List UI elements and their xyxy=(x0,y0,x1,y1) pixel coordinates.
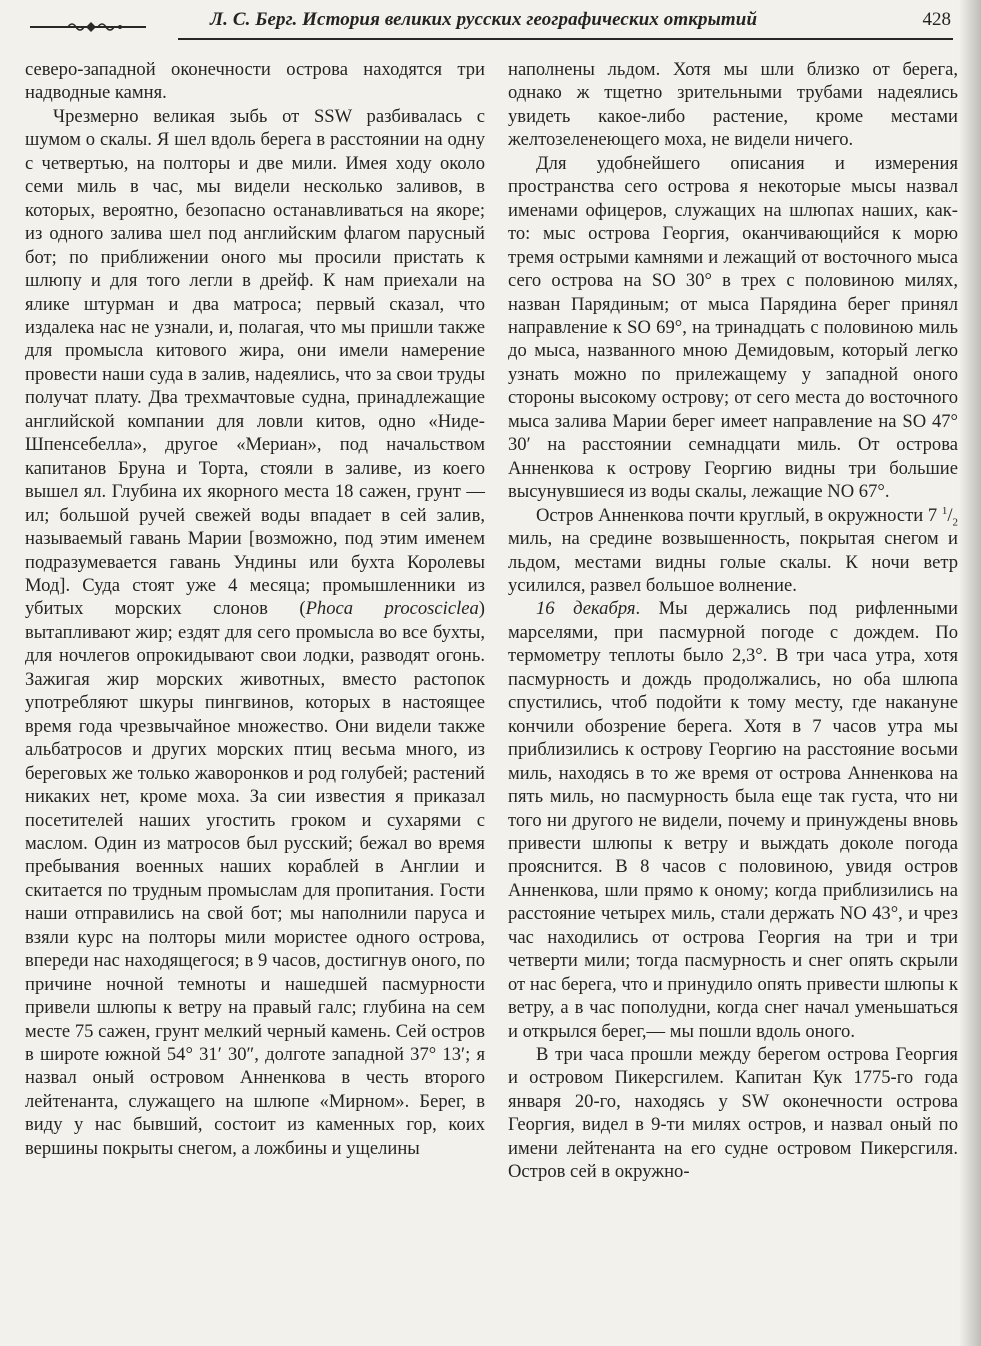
paragraph-text: ) вытапливают жир; ездят для сего промысла во все бухты, для ночлегов опрокидывают свои лодки, разводят огонь. Зажигая жир морских животных, вместо растопок употребляют шкуры пингвинов, которых в настоящее время года чрезвычайное множество. Они видели также альбатросов и других морских птиц весьма много, из береговых же только жаворонков и род голубей; растений никаких нет, кроме моха. За сии известия я приказал посетителей наших угостить гроком и сухарями с маслом. Один из матросов был русский; бежал во время пребывания военных наших кораблей в Англии и скитается по трудным промыслам для пропитания. Гости наши отправились на свой бот; мы наполнили паруса и взяли курс на полторы мили мористее одного острова, впереди нас находящегося; в 9 часов, достигнув оного, по причине ночной темноты и нашедшей пасмурности привели шлюпы к ветру на правый галс; глубина на сем месте 75 сажен, грунт мелкий черный камень. Сей остров в широте южной 54° 31′ 30″, долготе западной 37° 13′; я назвал оный островом Анненкова в честь второго лейтенанта, служащего на шлюпе «Мирном». Берег, в виду у нас бывший, состоит из каменных гор, коих вершины покрыты снегом, а ложбины и ущелины xyxy=(25,598,485,1159)
header-ornament-icon xyxy=(28,20,178,34)
right-column xyxy=(508,58,958,1184)
paragraph: наполнены льдом. Хотя мы шли близко от берега, однако ж тщетно зрительными трубами надеялись увидеть какое-либо растение, кроме местами желтозеленеющего моха, не видели ничего. xyxy=(508,59,958,151)
paragraph-text: . Мы держались под рифленными марселями, при пасмурной погоде с дождем. По термометру теплоты было 2,3°. В три часа утра, хотя пасмурность и дождь продолжались, но оба шлюпа спустились, чтоб подойти к тому месту, где накануне кончили обозрение берега. Хотя в 7 часов утра мы приблизились к острову Георгию на расстояние восьми миль, находясь в то же время от острова Анненкова на пять миль, но пасмурность была еще так густа, что ни того ни другого не видели, почему и принуждены вновь привести шлюпы к ветру и выждать доколе погода прояснится. В 8 часов с половиною, увидя остров Анненкова, шли прямо к оному; когда приблизились на расстояние четырех миль, стали держать NO 43°, и чрез час находились от острова Георгия на три и три четверти мили; тогда пасмурность и снег опять скрыли от нас берега, что и принудило опять привести шлюпы к ветру, а в час пополудни, когда снег начал уменьшаться и открылся берег,— мы пошли вдоль оного. xyxy=(508,598,958,1042)
paragraph: Для удобнейшего описания и измерения пространства сего острова я некоторые мысы назвал именами офицеров, служащих на шлюпах наших, как-то: мыс острова Георгия, оканчивающийся к морю тремя острыми камнями и лежащий от восточного мыса сего острова на SO 30° в трех с половиною милях, назван Парядиным; от мыса Парядина берег принял направление к SO 69°, на тринадцать с половиною миль до мыса, названного мною Демидовым, который легко узнать можно по прилежащему у западной оного стороны высокому острову; от сего места до восточного мыса залива Марии берег имеет направление на SO 47° 30′ на расстоянии семнадцати миль. От острова Анненкова к острову Георгию видны три большие высунувшиеся из воды скалы, лежащие NO 67°. xyxy=(508,152,958,503)
paragraph-text: Чрезмерно великая зыбь от SSW разбивалась с шумом о скалы. Я шел вдоль берега в расстоянии на одну с четвертью, на полторы и две мили. Имея ходу около семи миль в час, мы видели несколько заливов, в которых, вероятно, безопасно останавливаться на якоре; из одного залива шел под английским флагом парусный бот; по приближении оного мы просили пристать к шлюпу и для того легли в дрейф. К нам приехали на ялике штурман и два матроса; первый сказал, что издалека нас не узнали, и, полагая, что мы пришли также для промысла китового жира, они имели намерение провести наши суда в залив, надеялись, что за свои труды получат плату. Два трехмачтовые судна, принадлежащие английской компании для ловли китов, одно «Ниде-Шпенсебелла», другое «Мериан», под начальством капитанов Бруна и Торта, стояли в заливе, из коего вышел ял. Глубина их якорного места 18 сажен, грунт — ил; большой ручей свежей воды впадает в сей залив, называемый гавань Марии [возможно, под этим именем подразумевается гавань Ундины или бухта Королевы Мод]. Суда стоят уже 4 месяца; промышленники из убитых морских слонов ( xyxy=(25,105,485,620)
paragraph xyxy=(25,105,485,1160)
paragraph: северо-западной оконечности острова находятся три надводные камня. xyxy=(25,59,485,104)
paragraph xyxy=(508,597,958,1043)
diary-date: 16 декабря xyxy=(536,598,636,620)
paragraph-text: Остров Анненкова почти круглый, в окружности 7 xyxy=(536,504,942,526)
paragraph: В три часа прошли между берегом острова Георгия и островом Пикерсгилем. Капитан Кук 1775-го года января 20-го, находясь у SW оконечности острова Георгия, видел в 9-ти милях остров, и назвал оный по имени лейтенанта на его судне островом Пикерсгиля. Остров сей в окружно- xyxy=(508,1044,958,1183)
species-name: Phoca procosciclea xyxy=(305,598,479,620)
header-rule xyxy=(178,38,953,40)
running-title: Л. С. Берг. История великих русских географических открытий xyxy=(210,9,758,30)
paragraph: Остров Анненкова почти круглый, в окружности 7 $^1/_2$ миль, на средине возвышенность, покрытая снегом и льдом, местами видны голые скалы. К ночи ветр усилился, развел большое волнение. xyxy=(508,504,958,596)
page-edge-shadow xyxy=(959,0,981,1346)
fraction-denominator: 2 xyxy=(952,516,958,529)
fraction-numerator: 1 xyxy=(941,504,948,517)
left-column xyxy=(25,58,485,1160)
paragraph-text: миль, на средине возвышенность, покрытая снегом и льдом, местами видны голые скалы. К ночи ветр усилился, развел большое волнение. xyxy=(508,528,958,596)
page-number: 428 xyxy=(922,9,951,30)
running-header xyxy=(28,6,953,42)
